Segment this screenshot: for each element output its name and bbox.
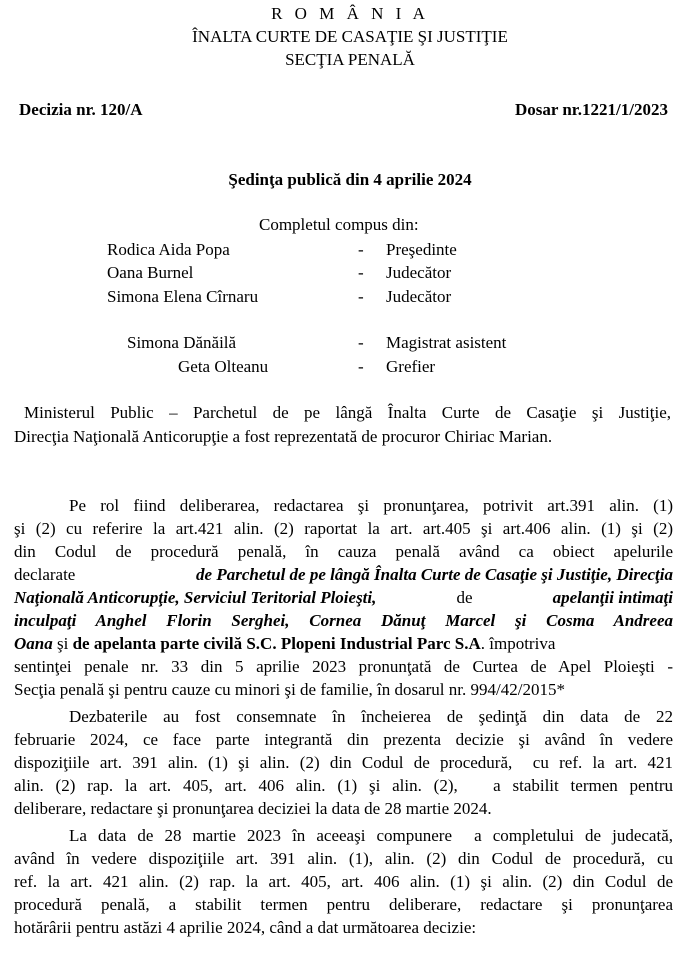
paragraph-line: sentinţei penale nr. 33 din 5 aprilie 2023 pronunţată de Curtea de Apel Ploieşti -	[14, 657, 673, 676]
panel-dash: -	[358, 240, 364, 259]
panel-dash: -	[358, 263, 364, 282]
paragraph-line: Naţională Anticorupţie, Serviciul Teritorial Ploieşti, de apelanţii intimaţi	[14, 588, 673, 607]
ministry-line: Direcţia Naţională Anticorupţie a fost reprezentată de procuror Chiriac Marian.	[14, 427, 553, 446]
paragraph-line: Dezbaterile au fost consemnate în încheierea de şedinţă din data de 22	[69, 707, 673, 726]
panel-dash: -	[358, 333, 364, 352]
panel-dash: -	[358, 357, 364, 376]
staff-role: Magistrat asistent	[386, 333, 507, 352]
staff-name: Simona Dănăilă	[127, 333, 237, 352]
paragraph-line: Oana şi de apelanta parte civilă S.C. Plopeni Industrial Parc S.A. împotriva	[14, 634, 556, 653]
staff-role: Grefier	[386, 357, 436, 376]
paragraph-line: procedură penală, a stabilit termen pentru deliberare, redactare şi pronunţarea	[14, 895, 673, 914]
country-heading: R O M Â N I A	[271, 4, 429, 23]
staff-name: Geta Olteanu	[178, 357, 269, 376]
paragraph-line: La data de 28 martie 2023 în aceeaşi compunere a completului de judecată,	[69, 826, 673, 845]
paragraph-line: Secţia penală şi pentru cauze cu minori şi de familie, în dosarul nr. 994/42/2015*	[14, 680, 565, 699]
paragraph-line: dispoziţiile art. 391 alin. (1) şi alin. (2) din Codul de procedură, cu ref. la art. 421	[14, 753, 673, 772]
paragraph-line: hotărârii pentru astăzi 4 aprilie 2024, când a dat următoarea decizie:	[14, 918, 477, 937]
section-name: SECŢIA PENALĂ	[285, 50, 415, 69]
panel-member-name: Oana Burnel	[107, 263, 194, 282]
panel-dash: -	[358, 287, 364, 306]
paragraph-line: deliberare, redactare şi pronunţarea deciziei la data de 28 martie 2024.	[14, 799, 492, 818]
paragraph-line: din Codul de procedură penală, în cauza penală având ca obiect apelurile	[14, 542, 673, 561]
paragraph-line: declarate de Parchetul de pe lângă Înalta Curte de Casaţie şi Justiţie, Direcţia	[14, 565, 673, 584]
panel-member-name: Simona Elena Cîrnaru	[107, 287, 259, 306]
panel-member-name: Rodica Aida Popa	[107, 240, 230, 259]
paragraph-line: februarie 2024, ce face parte integrantă din prezenta decizie şi având în vedere	[14, 730, 673, 749]
panel-member-role: Judecător	[386, 263, 452, 282]
file-number: Dosar nr.1221/1/2023	[514, 100, 668, 119]
paragraph-line: inculpaţi Anghel Florin Serghei, Cornea Dănuţ Marcel şi Cosma Andreea	[14, 611, 673, 630]
session-title: Şedinţa publică din 4 aprilie 2024	[228, 170, 472, 189]
paragraph-line: ref. la art. 421 alin. (2) rap. la art. 405, art. 406 alin. (1) şi alin. (2) din Codul de	[14, 872, 673, 891]
paragraph-line: Pe rol fiind deliberarea, redactarea şi pronunţarea, potrivit art.391 alin. (1)	[69, 496, 673, 515]
paragraph-line: alin. (2) rap. la art. 405, art. 406 alin. (1) şi alin. (2), a stabilit termen pentru	[14, 776, 673, 795]
ministry-line: Ministerul Public – Parchetul de pe lângă Înalta Curte de Casaţie şi Justiţie,	[24, 403, 671, 422]
paragraph-line: şi (2) cu referire la art.421 alin. (2) raportat la art. art.405 şi art.406 alin. (1) şi (2)	[14, 519, 673, 538]
panel-member-role: Judecător	[386, 287, 452, 306]
paragraph-line: având în vedere dispoziţiile art. 391 alin. (1), alin. (2) din Codul de procedură, cu	[14, 849, 673, 868]
decision-number: Decizia nr. 120/A	[19, 100, 143, 119]
court-name: ÎNALTA CURTE DE CASAŢIE ŞI JUSTIŢIE	[192, 27, 508, 46]
panel-member-role: Preşedinte	[386, 240, 457, 259]
panel-heading: Completul compus din:	[259, 215, 419, 234]
